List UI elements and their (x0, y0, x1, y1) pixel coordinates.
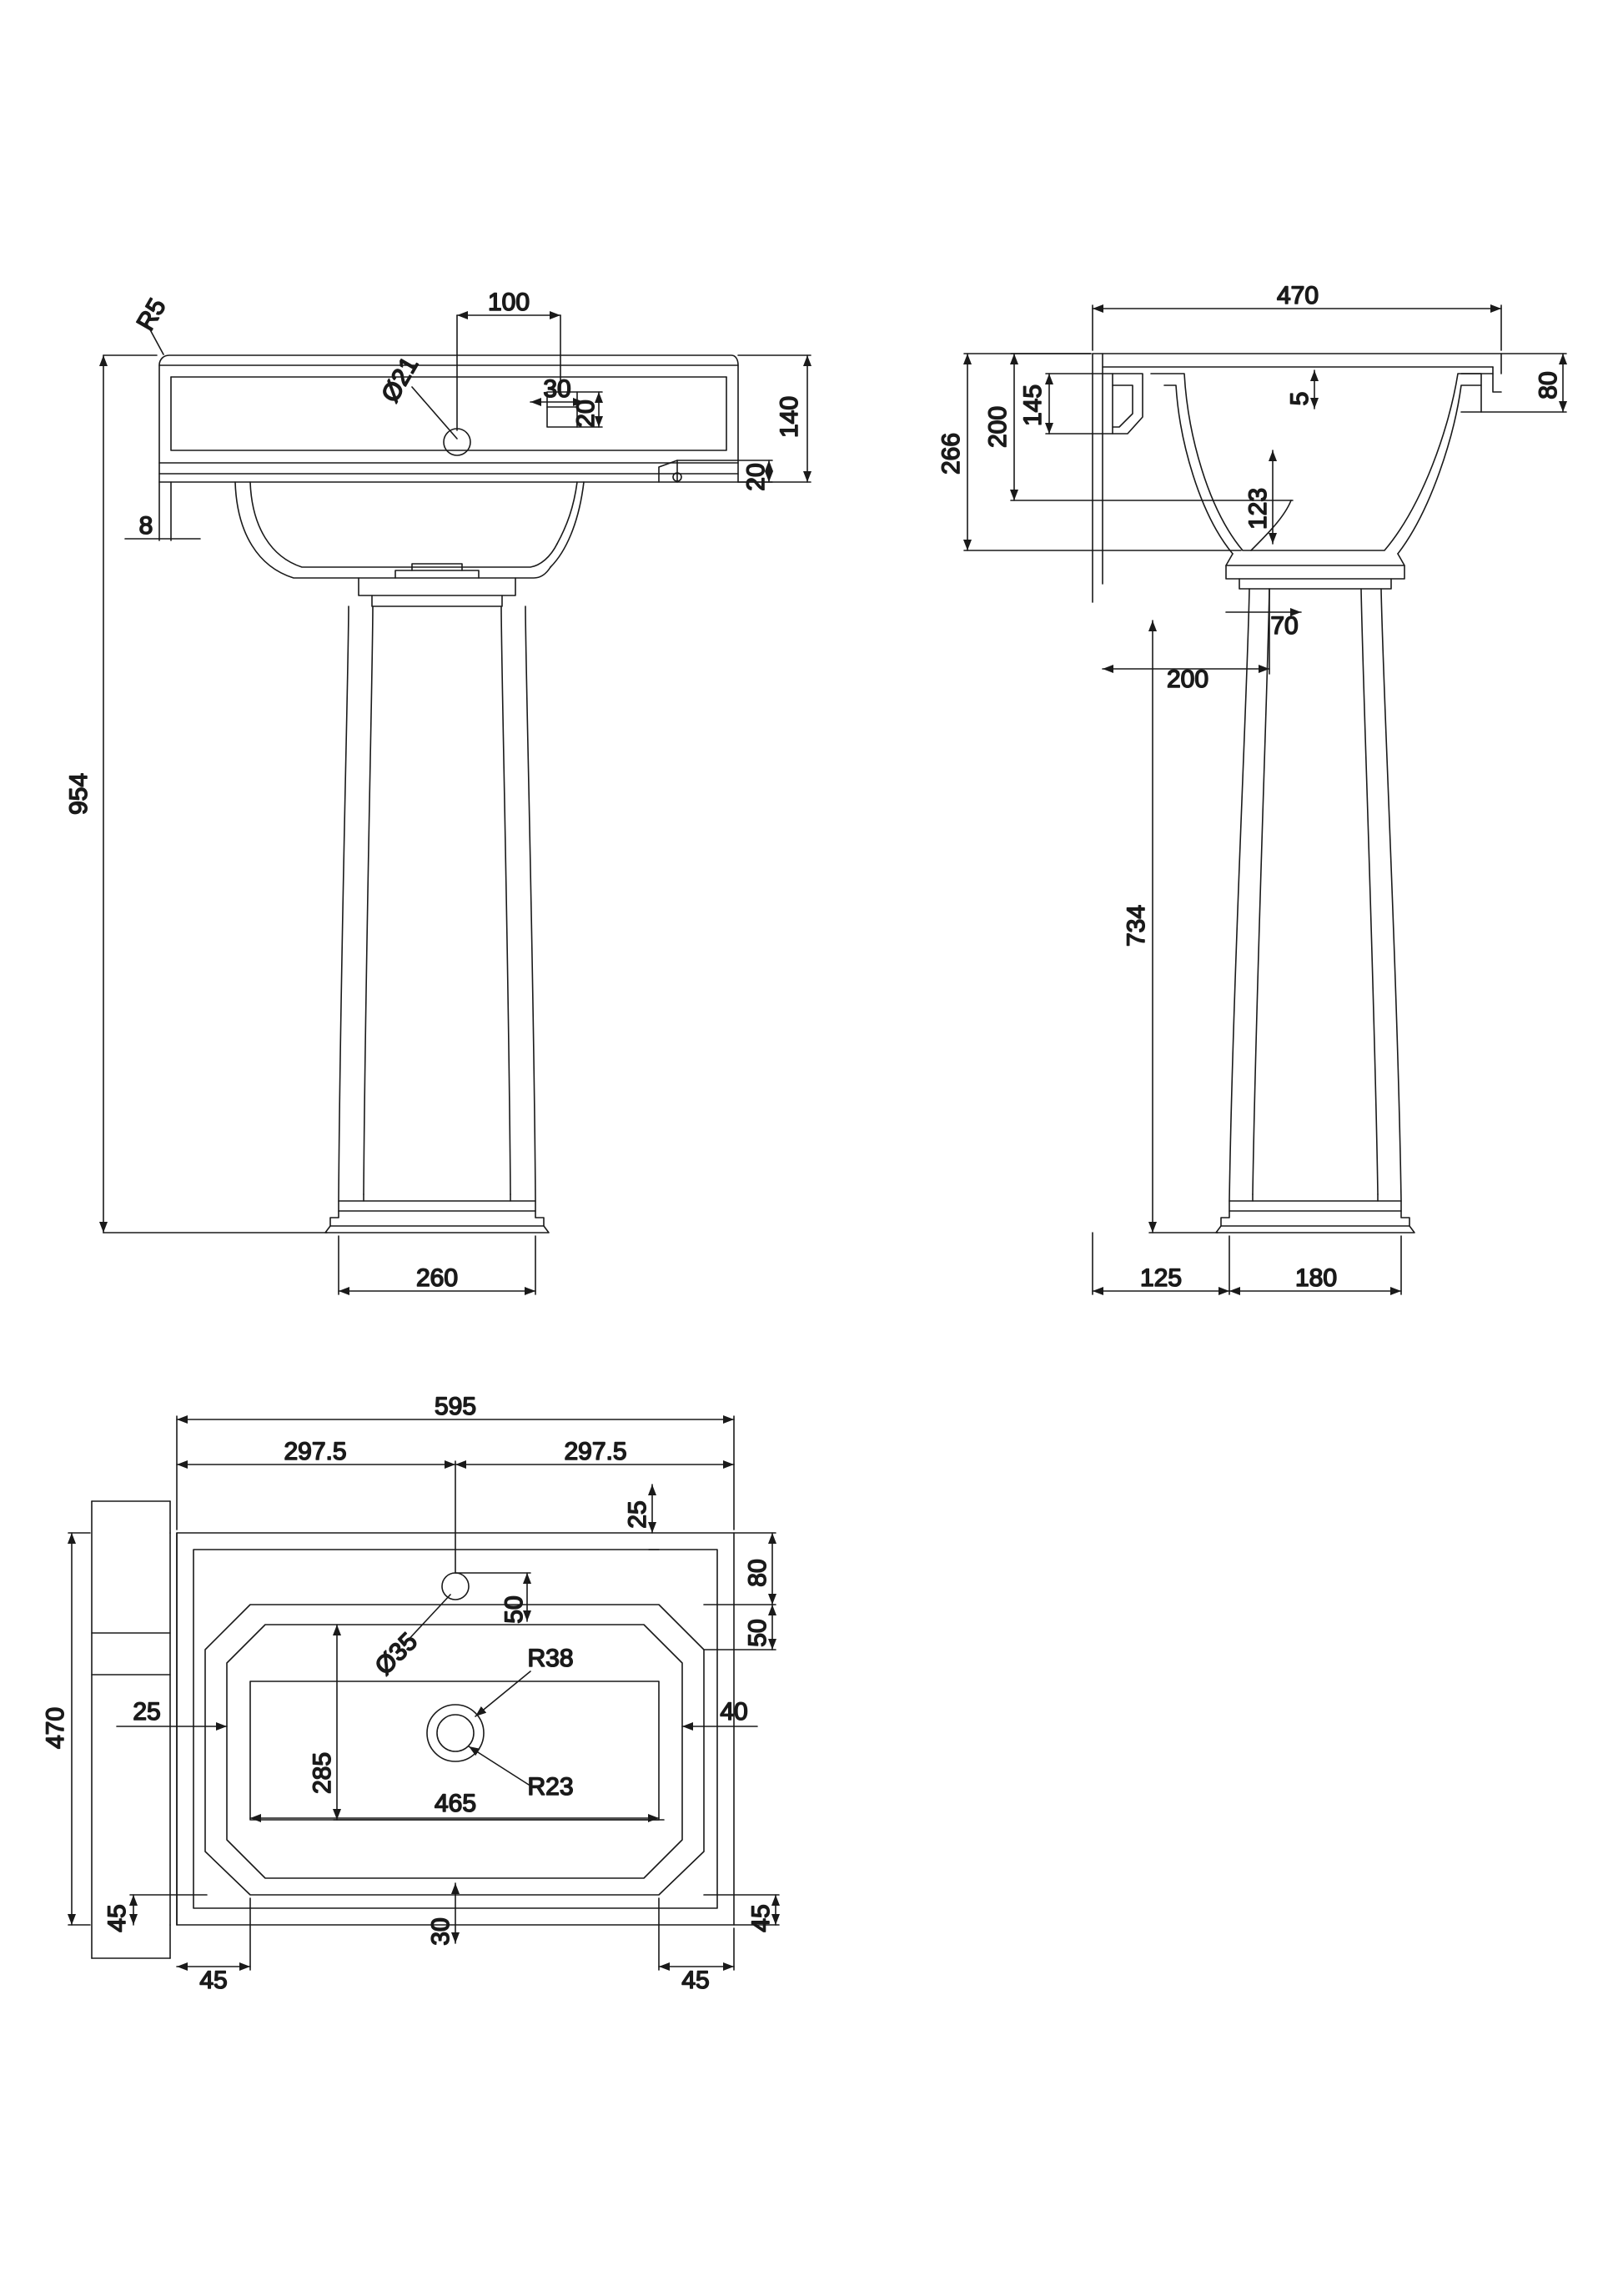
front-elevation-dimensions (65, 289, 811, 1294)
dim-123: 123 (1244, 487, 1272, 530)
dim-50-right: 50 (744, 1619, 771, 1647)
plan-view-geometry (92, 1501, 734, 1958)
dim-595: 595 (434, 1393, 477, 1420)
dim-40: 40 (720, 1698, 748, 1726)
dim-125: 125 (1139, 1264, 1183, 1292)
dim-5: 5 (1286, 391, 1314, 406)
dim-45-bl: 45 (103, 1904, 131, 1932)
dim-25-left: 25 (133, 1698, 161, 1726)
dim-260: 260 (415, 1264, 459, 1292)
dim-45-left: 45 (199, 1967, 228, 1994)
front-elevation-geometry (159, 355, 738, 1233)
dim-297-left: 297.5 (284, 1438, 347, 1465)
dim-80-right: 80 (744, 1559, 771, 1587)
dim-30-plan: 30 (427, 1917, 455, 1946)
dim-70: 70 (1270, 612, 1299, 640)
dim-734: 734 (1123, 904, 1150, 947)
dim-45-right: 45 (681, 1967, 710, 1994)
dim-r38: R38 (527, 1645, 574, 1672)
dim-470: 470 (1276, 282, 1319, 309)
dim-dia35: Ø35 (369, 1627, 424, 1681)
dim-180: 180 (1294, 1264, 1338, 1292)
plan-view-dimensions (42, 1393, 779, 1994)
dim-470-plan: 470 (42, 1706, 69, 1750)
dim-45-br: 45 (747, 1904, 775, 1932)
dim-50-tap: 50 (500, 1595, 528, 1624)
dim-8: 8 (138, 512, 153, 540)
dim-200-mid: 200 (1166, 666, 1209, 693)
dim-20-detail: 20 (572, 399, 600, 428)
dim-266: 266 (937, 432, 965, 475)
dim-100: 100 (487, 289, 530, 316)
dim-dia21: Ø21 (376, 352, 425, 408)
dim-140: 140 (776, 395, 803, 439)
dim-297-right: 297.5 (564, 1438, 627, 1465)
dim-285: 285 (309, 1751, 336, 1795)
dim-465: 465 (434, 1790, 477, 1817)
dim-80: 80 (1535, 371, 1562, 399)
side-elevation-geometry (1093, 354, 1501, 1233)
dim-r5: R5 (131, 294, 172, 336)
dim-954: 954 (65, 772, 93, 816)
side-elevation-dimensions (937, 282, 1566, 1294)
dim-145: 145 (1019, 384, 1047, 427)
dim-25-top: 25 (624, 1500, 651, 1529)
dim-30: 30 (543, 375, 571, 403)
dim-20-right: 20 (742, 463, 770, 491)
dim-r23: R23 (527, 1773, 574, 1801)
dim-200-top: 200 (984, 405, 1012, 449)
